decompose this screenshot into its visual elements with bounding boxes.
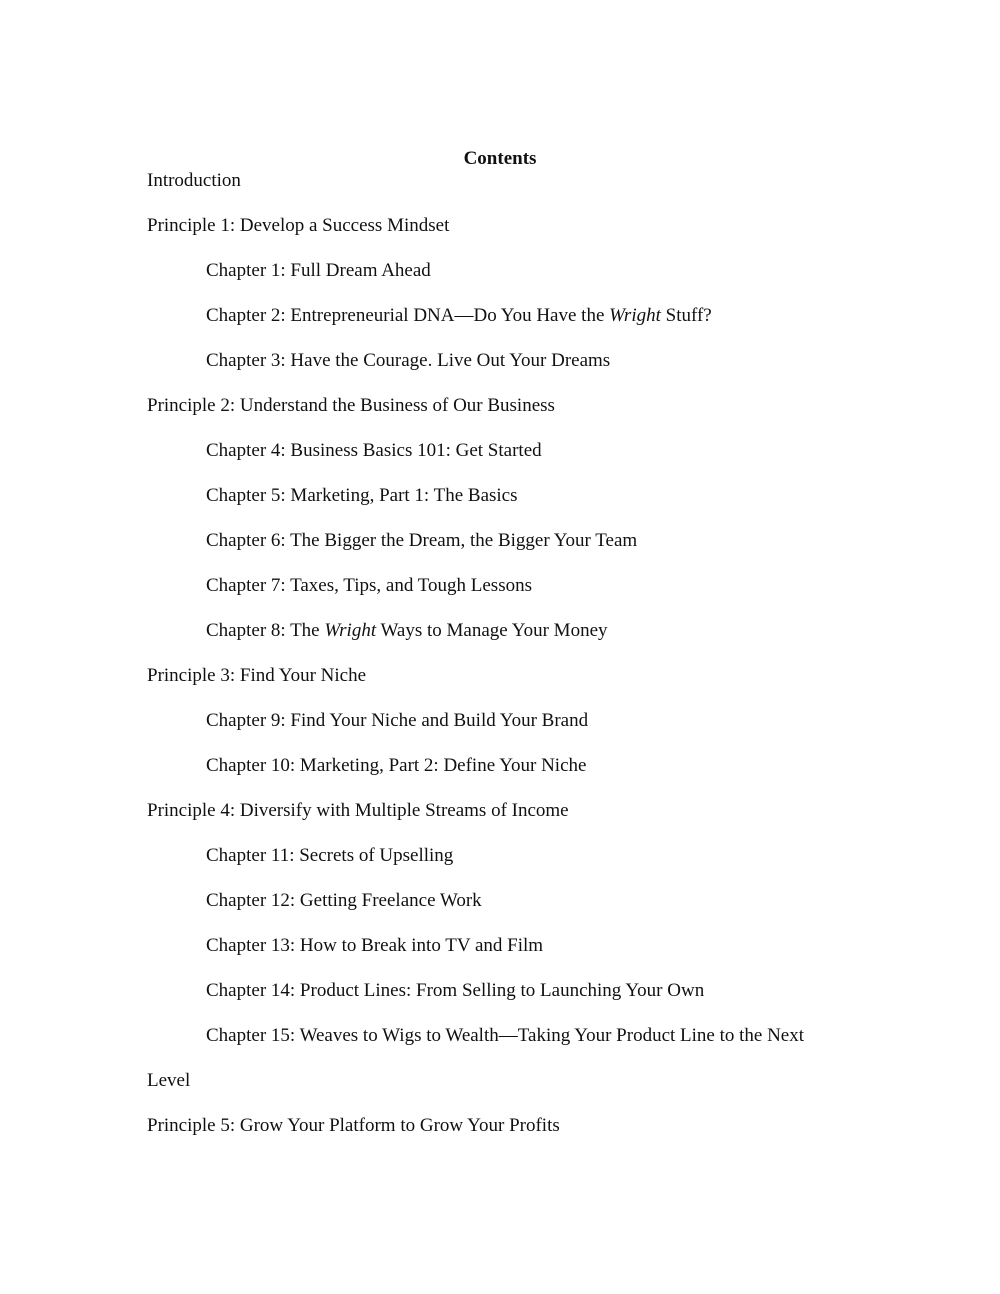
toc-chapter-15-continuation: Level — [147, 1070, 191, 1091]
toc-chapter-8-text-start: Chapter 8: The — [206, 620, 325, 641]
toc-chapter-10: Chapter 10: Marketing, Part 2: Define Your Niche — [206, 755, 587, 776]
toc-chapter-5: Chapter 5: Marketing, Part 1: The Basics — [206, 485, 518, 506]
toc-principle-3: Principle 3: Find Your Niche — [147, 665, 367, 686]
toc-chapter-4: Chapter 4: Business Basics 101: Get Started — [206, 440, 542, 461]
toc-principle-4: Principle 4: Diversify with Multiple Streams of Income — [147, 800, 569, 821]
toc-principle-2: Principle 2: Understand the Business of Our Business — [147, 395, 555, 416]
toc-chapter-3: Chapter 3: Have the Courage. Live Out Your Dreams — [206, 350, 611, 371]
toc-chapter-9: Chapter 9: Find Your Niche and Build Your Brand — [206, 710, 589, 731]
toc-chapter-8-italic-word: Wright — [324, 620, 377, 641]
toc-chapter-11: Chapter 11: Secrets of Upselling — [206, 845, 454, 866]
toc-chapter-6: Chapter 6: The Bigger the Dream, the Bigger Your Team — [206, 530, 638, 551]
toc-principle-1: Principle 1: Develop a Success Mindset — [147, 215, 450, 236]
toc-entry-introduction: Introduction — [147, 170, 241, 191]
page-title: Contents — [463, 148, 537, 169]
toc-chapter-2-text-start: Chapter 2: Entrepreneurial DNA—Do You Have the — [206, 305, 610, 326]
toc-chapter-1: Chapter 1: Full Dream Ahead — [206, 260, 431, 281]
toc-chapter-2-italic-word: Wright — [609, 305, 661, 326]
toc-chapter-14: Chapter 14: Product Lines: From Selling to Launching Your Own — [206, 980, 705, 1001]
toc-chapter-15: Chapter 15: Weaves to Wigs to Wealth—Taking Your Product Line to the Next — [206, 1025, 805, 1046]
toc-chapter-7: Chapter 7: Taxes, Tips, and Tough Lessons — [206, 575, 532, 596]
toc-principle-5: Principle 5: Grow Your Platform to Grow Your Profits — [147, 1115, 560, 1136]
toc-chapter-2-text-end: Stuff? — [660, 305, 712, 326]
toc-chapter-2 — [206, 303, 712, 329]
toc-chapter-8-text-end: Ways to Manage Your Money — [376, 620, 608, 641]
toc-chapter-8 — [206, 618, 608, 644]
toc-chapter-13: Chapter 13: How to Break into TV and Film — [206, 935, 544, 956]
toc-chapter-12: Chapter 12: Getting Freelance Work — [206, 890, 482, 911]
